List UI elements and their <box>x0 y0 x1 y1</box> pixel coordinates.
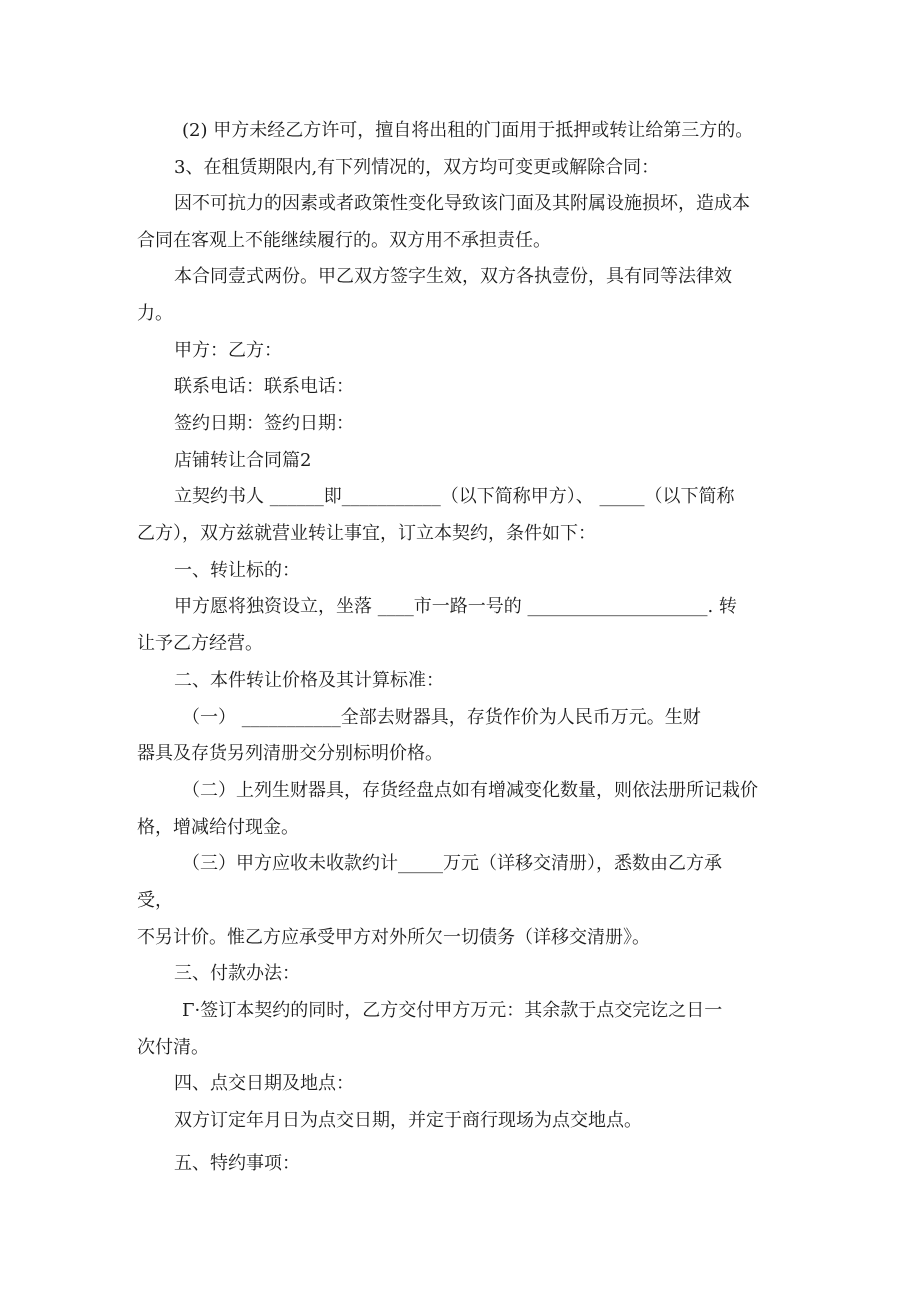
text-line: 次付清。 <box>137 1037 209 1058</box>
text-line: 五、特约事项： <box>174 1153 300 1174</box>
text-line: 联系电话：联系电话： <box>174 376 354 397</box>
text-line: 甲方愿将独资设立，坐落 ____市一路一号的 ____________________. 转 <box>174 596 737 617</box>
text-line: (2) 甲方未经乙方许可，擅自将出租的门面用于抵押或转让给第三方的。 <box>182 120 754 141</box>
text-line: 让予乙方经营。 <box>137 633 263 654</box>
text-line: 力。 <box>137 303 173 324</box>
text-line: 不另计价。惟乙方应承受甲方对外所欠一切债务（详移交清册》。 <box>137 927 650 948</box>
text-line: 四、点交日期及地点： <box>174 1073 354 1094</box>
text-line: （二）上列生财器具，存货经盘点如有增减变化数量，则依法册所记栽价 <box>182 780 758 801</box>
section-heading: 店铺转让合同篇2 <box>174 450 312 471</box>
text-line: 双方订定年月日为点交日期，并定于商行现场为点交地点。 <box>174 1110 642 1131</box>
text-line: 立契约书人 ______即___________（以下简称甲方）、 _____（以下简称 <box>174 486 735 507</box>
text-line: 器具及存货另列清册交分别标明价格。 <box>137 743 443 764</box>
text-line: 合同在客观上不能继续履行的。双方用不承担责任。 <box>137 230 551 251</box>
text-line: 因不可抗力的因素或者政策性变化导致该门面及其附属设施损坏，造成本 <box>174 193 750 214</box>
text-line: 一、转让标的： <box>174 560 300 581</box>
text-line: Γ·签订本契约的同时，乙方交付甲方万元：其余款于点交完讫之日一 <box>182 1000 723 1021</box>
text-line: （三）甲方应收未收款约计_____万元（详移交清册），悉数由乙方承 <box>182 853 722 874</box>
text-line: 三、付款办法： <box>174 963 300 984</box>
text-line: 3、在租赁期限内,有下列情况的，双方均可变更或解除合同： <box>174 157 660 178</box>
text-line: （一） ___________全部去财器具，存货作价为人民币万元。生财 <box>182 707 701 728</box>
text-line: 格，增减给付现金。 <box>137 817 299 838</box>
text-line: 签约日期：签约日期： <box>174 413 354 434</box>
text-line: 甲方：乙方： <box>174 340 282 361</box>
text-line: 本合同壹式两份。甲乙双方签字生效，双方各执壹份，具有同等法律效 <box>174 266 732 287</box>
text-line: 受， <box>137 890 173 911</box>
text-line: 乙方），双方兹就营业转让事宜，订立本契约，条件如下： <box>137 523 596 544</box>
text-line: 二、本件转让价格及其计算标准： <box>174 670 444 691</box>
